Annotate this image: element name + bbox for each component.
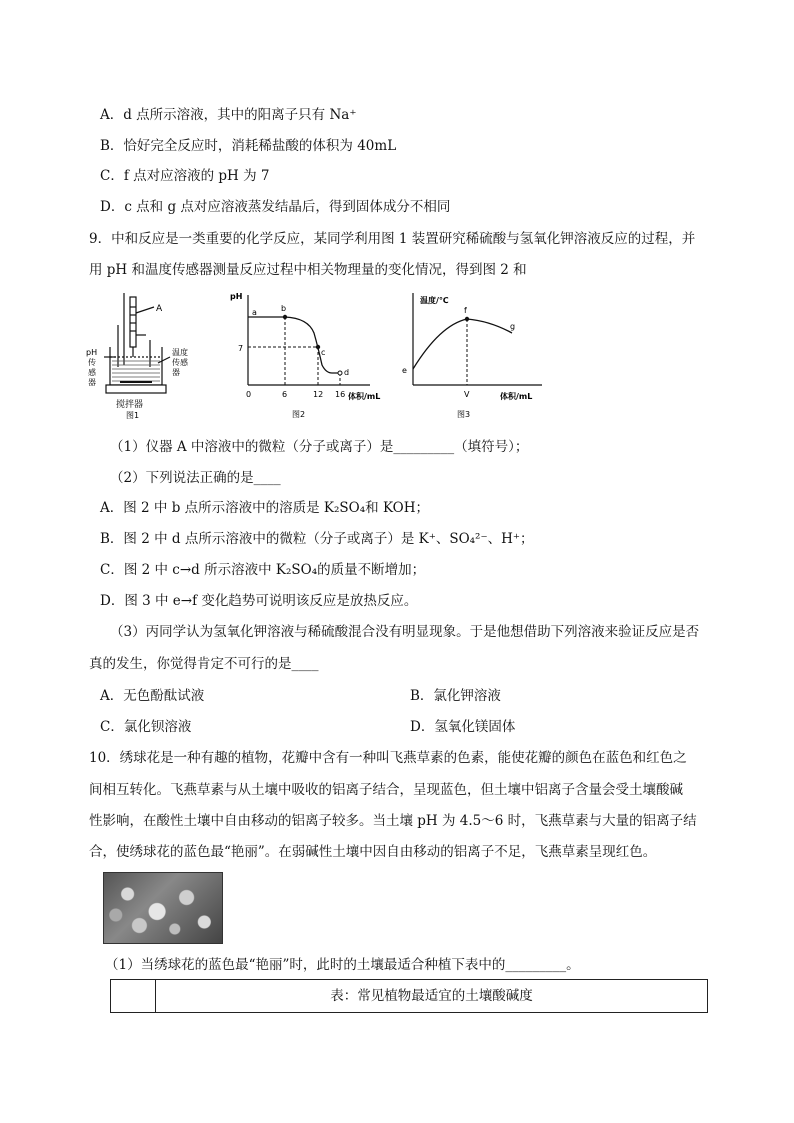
- fig1-label-ph-1: 传: [88, 358, 96, 367]
- fig2-label-a: a: [252, 308, 257, 317]
- q9-sub1: （1）仪器 A 中溶液中的微粒（分子或离子）是_________（填符号）；: [110, 439, 529, 455]
- fig1-label-temp-2: 器: [172, 368, 180, 377]
- fig2-point-b: [283, 315, 287, 319]
- q9-sub3-option-d: D．氢氧化镁固体: [410, 719, 516, 735]
- fig3-ylabel: 温度/℃: [420, 296, 449, 305]
- fig3-label-f: f: [464, 306, 467, 315]
- q9-sub2-option-c: C．图 2 中 c→d 所示溶液中 K₂SO₄的质量不断增加；: [100, 562, 426, 578]
- fig2-xtick-0: 0: [246, 390, 252, 399]
- q8-option-b: B．恰好完全反应时，消耗稀盐酸的体积为 40mL: [100, 138, 397, 154]
- fig1-label-stirrer: 搅拌器: [116, 400, 144, 410]
- q10-line3: 性影响，在酸性土壤中自由移动的铝离子较多。当土壤 pH 为 4.5～6 时，飞燕草素与大量的铝离子结: [89, 813, 697, 829]
- q8-option-d: D．c 点和 g 点对应溶液蒸发结晶后，得到固体成分不相同: [100, 199, 451, 215]
- q9-sub3-line2: 真的发生，你觉得肯定不可行的是____: [89, 656, 319, 672]
- fig2-label-c: c: [321, 348, 326, 357]
- q9-sub2: （2）下列说法正确的是____: [110, 470, 281, 486]
- q9-figures: [80, 285, 560, 420]
- fig2-xtick-16: 16: [335, 390, 346, 399]
- fig1-label-ph-2: 感: [88, 368, 96, 377]
- fig2-xlabel: 体积/mL: [348, 392, 381, 401]
- q8-option-c: C．f 点对应溶液的 pH 为 7: [100, 168, 270, 184]
- fig2-point-d: [338, 371, 342, 375]
- fig2-xtick-6: 6: [282, 390, 288, 399]
- q9-sub3-option-a: A．无色酚酞试液: [100, 688, 205, 704]
- fig1-label-temp-0: 温度: [172, 348, 188, 357]
- fig2-xtick-12: 12: [313, 390, 324, 399]
- q9-stem-line1: 9．中和反应是一类重要的化学反应，某同学利用图 1 装置研究稀硫酸与氢氧化钾溶液反应的过程，并: [89, 231, 696, 247]
- q9-sub3-option-b: B．氯化钾溶液: [410, 688, 501, 704]
- q8-option-a: A．d 点所示溶液，其中的阳离子只有 Na⁺: [100, 107, 357, 123]
- q10-sub1: （1）当绣球花的蓝色最“艳丽”时，此时的土壤最适合种植下表中的_________。: [105, 957, 580, 973]
- fig1-label-ph-0: pH: [86, 348, 98, 357]
- fig3-point-f: [465, 317, 469, 321]
- fig1-caption: 图1: [126, 411, 140, 420]
- fig2-label-b: b: [281, 304, 287, 313]
- q10-line4: 合，使绣球花的蓝色最“艳丽”。在弱碱性土壤中因自由移动的铝离子不足，飞燕草素呈现红色。: [89, 844, 657, 860]
- q10-line1: 10．绣球花是一种有趣的植物，花瓣中含有一种叫飞燕草素的色素，能使花瓣的颜色在蓝色和红色之: [89, 750, 687, 766]
- q9-stem-line2: 用 pH 和温度传感器测量反应过程中相关物理量的变化情况，得到图 2 和: [89, 262, 527, 278]
- table-empty-cell: [111, 980, 156, 1012]
- fig3-xtick-v: V: [464, 390, 470, 399]
- fig1-label-ph-3: 器: [88, 378, 96, 387]
- q9-sub2-option-d: D．图 3 中 e→f 变化趋势可说明该反应是放热反应。: [100, 593, 418, 609]
- fig3-caption: 图3: [457, 410, 471, 419]
- fig2-label-d: d: [344, 368, 350, 377]
- fig2-caption: 图2: [292, 410, 306, 419]
- q10-line2: 间相互转化。飞燕草素与从土壤中吸收的铝离子结合，呈现蓝色，但土壤中铝离子含量会受土壤酸碱: [89, 782, 683, 798]
- fig2-ylabel: pH: [230, 292, 243, 301]
- fig3-chart: [413, 293, 542, 385]
- fig1-label-a: A: [156, 304, 163, 314]
- fig1-label-temp-1: 传感: [172, 358, 188, 367]
- q9-sub2-option-a: A．图 2 中 b 点所示溶液中的溶质是 K₂SO₄和 KOH；: [100, 500, 430, 516]
- table-title-cell: 表：常见植物最适宜的土壤酸碱度: [330, 988, 533, 1004]
- soil-ph-table: [110, 979, 708, 1013]
- fig3-label-g: g: [510, 322, 516, 331]
- fig2-ytick-7: 7: [238, 344, 244, 353]
- fig2-chart: [248, 295, 370, 385]
- fig3-label-e: e: [402, 366, 407, 375]
- q9-sub3-line1: （3）丙同学认为氢氧化钾溶液与稀硫酸混合没有明显现象。于是他想借助下列溶液来验证反应是否: [110, 624, 700, 640]
- q9-sub2-option-b: B．图 2 中 d 点所示溶液中的微粒（分子或离子）是 K⁺、SO₄²⁻、H⁺；: [100, 531, 534, 547]
- hydrangea-photo: [103, 872, 223, 944]
- fig2-point-c: [316, 345, 320, 349]
- fig3-xlabel: 体积/mL: [500, 392, 533, 401]
- q9-sub3-option-c: C．氯化钡溶液: [100, 719, 192, 735]
